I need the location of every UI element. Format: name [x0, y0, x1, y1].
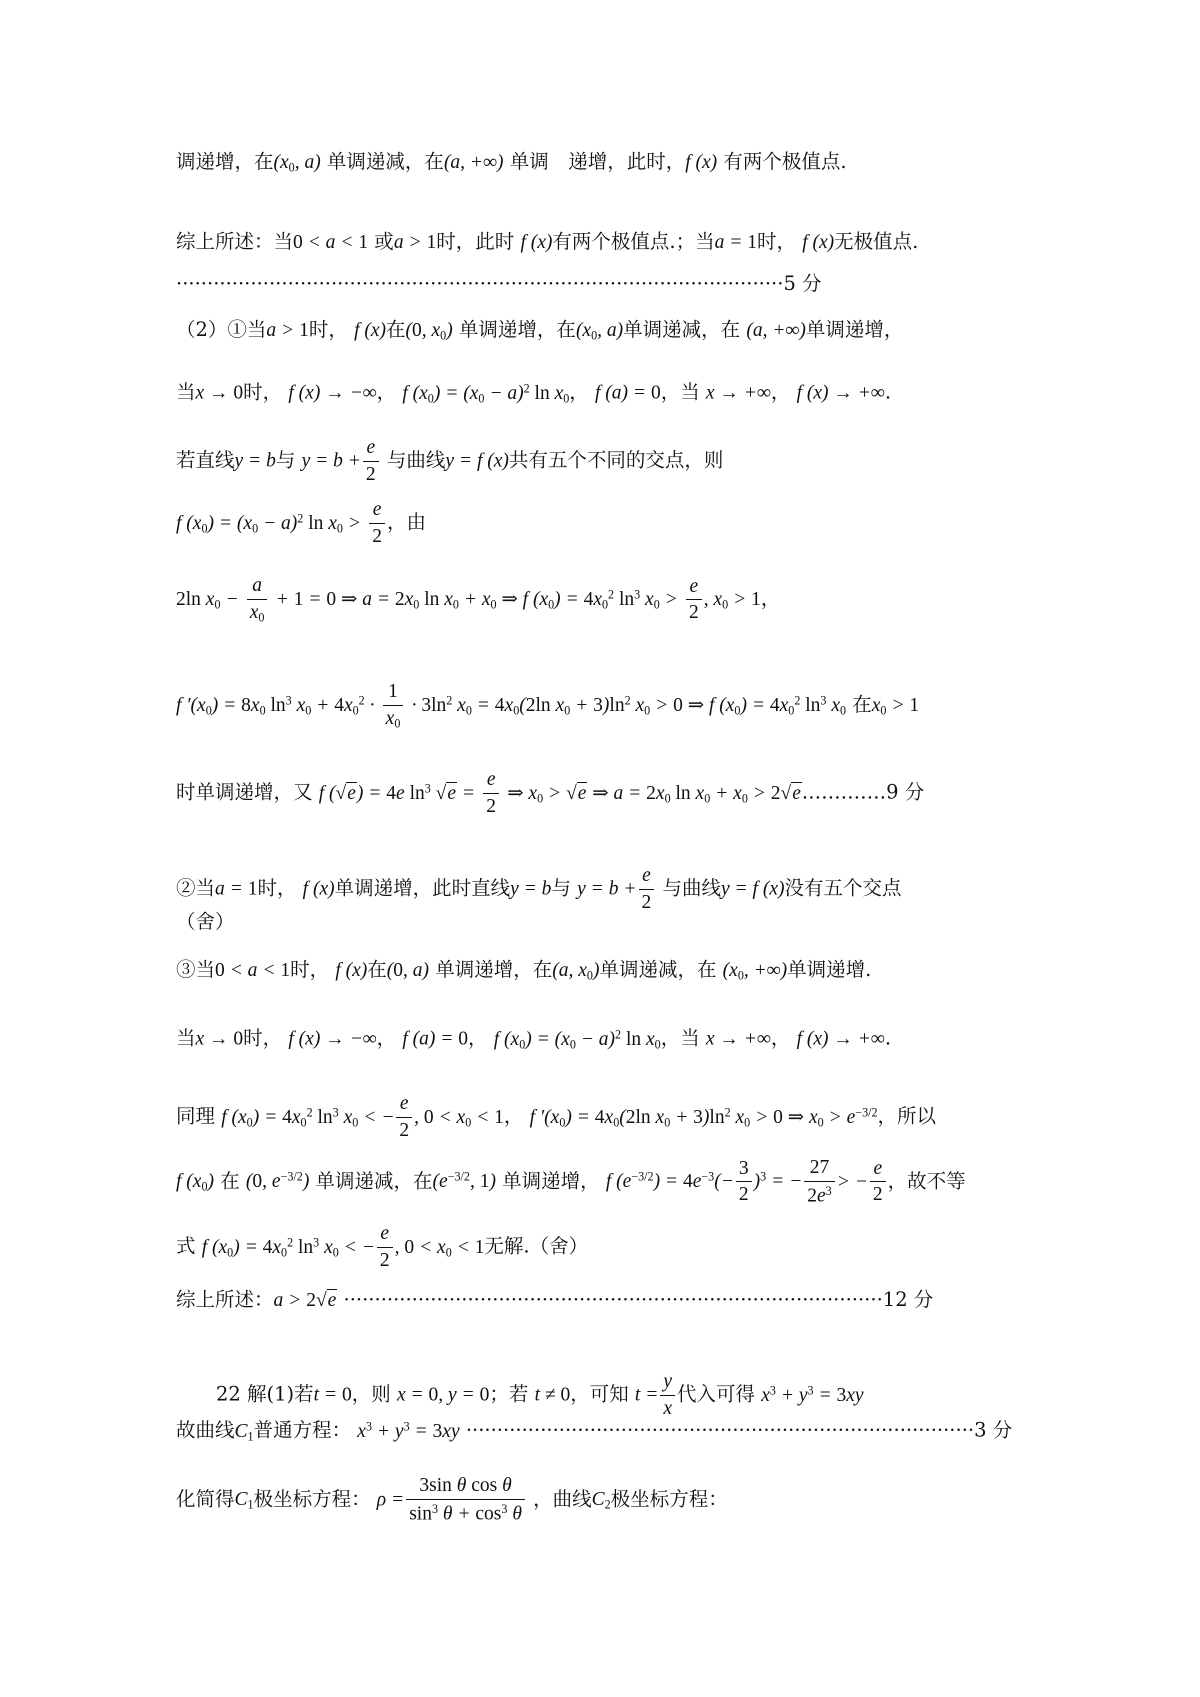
text-line-14: ③当0 < a < 1时， f (x)在(0, a) 单调递增，在(a, $x_0$)单调递减，在 ($x_0$, +∞)单调递增. [176, 958, 872, 983]
formula-line-8: 2ln $x_0$ − $\frac{a}{x_0}$ + 1 = 0 ⇒ $a = 2x_0$ $\ln x_0 + x_0$ ⇒ f $(x_0) = 4x_0^2$ $\ln^3 x_0$ > $\frac{e}{2}$ , $x_0 > 1$， [176, 575, 781, 625]
formula-line-9: f $'(x_0) = 8x_0$ $\ln^3 x_0 + 4x_0^2$ · $\frac{1}{x_0}$ · $3\ln^2$ $x_0 = 4x_0(2\ln$ $x_0 + 3)\ln^2$ $x_0 > 0$ ⇒ f $(x_0) = 4x_0^2$ $\ln^3 x_0$ 在$x_0 > 1$ [176, 681, 920, 731]
score-line-5: ··································································································5 分 [176, 272, 822, 295]
text-line-20: 22 解(1)若t = 0，则 x = 0, y = 0；若 t ≠ 0，可知 t = $\frac{y}{x}$ 代入可得 $x^3 + y^3 = 3xy$ [216, 1371, 864, 1419]
text-line-4: （2）①当a > 1时， f (x)在(0, $x_0$) 单调递增，在($x_0$, a)单调递减，在 (a, +∞)单调递增， [176, 318, 904, 343]
text-line-11: 时单调递增，又 f (√e) = 4e $\ln^3 √e$ = $\frac{e}{2}$ ⇒ $x_0 > √e$ ⇒ $a = 2x_0$ $\ln x_0 + x_0$ > 2√e.…………9 分 [176, 769, 925, 817]
text-line-18: 式 f $(x_0) = 4x_0^2$ $\ln^3 x_0$ < − $\frac{e}{2}$ , $0 < x_0 < 1$无解.（舍） [176, 1223, 589, 1271]
text-line-7: f $(x_0) = (x_0 - a)^2$ $\ln x_0$ > $\frac{e}{2}$ ，由 [176, 499, 426, 547]
text-line-2: 综上所述：当0 < a < 1 或a > 1时，此时 f (x)有两个极值点.；当a = 1时， f (x)无极值点. [176, 230, 919, 253]
text-line-12: ②当a = 1时， f (x)单调递增，此时直线y = b与 y = b + $\frac{e}{2}$ 与曲线y = f (x)没有五个交点 [176, 865, 902, 913]
text-line-5: 当x → 0时， f (x) → −∞， f $(x_0) = (x_0 - a)^2$ $\ln x_0$， f (a) = 0，当 x → +∞， f (x) → +∞. [176, 380, 892, 406]
text-line-15: 当x → 0时， f (x) → −∞， f (a) = 0， f $(x_0) = (x_0 - a)^2$ $\ln x_0$，当 x → +∞， f (x) → +∞. [176, 1026, 892, 1052]
text-line-17: f $(x_0)$ 在 (0, $e^{-3/2}$) 单调递减，在($e^{-3/2}$, 1) 单调递增， f $(e^{-3/2}) = 4e^{-3}(-$ $\frac{3}{2}$ )$^3$ = − $\frac{27}{2e^3}$ > − $\frac{e}{2}$ ，故不等 [176, 1157, 966, 1207]
text-line-6: 若直线y = b与 y = b + $\frac{e}{2}$ 与曲线y = f (x)共有五个不同的交点，则 [176, 437, 724, 485]
text-line-22: 化简得$C_1$极坐标方程： ρ = $\frac{\text{3sin θ cos θ}}{\sin^3 \theta + \cos^3 \theta}$ ，曲线$C_2$极坐标方程： [176, 1475, 728, 1525]
text-line-21: 故曲线$C_1$普通方程： $x^3 + y^3 = 3xy \cdot\cdot\cdot\cdot\cdot\cdot\cdot\cdot\cdot\cdot\cdot\cdot\cdot\cdot\cdot\cdot\cdot\cdot\cdot\cdot\cdot\cdot\cdot\cdot\cdot\cdot\cdot\cdot\cdot\cdot\cdot\cdot\cdot\cdot\cdot\cdot\cdot\cdot\cdot\cdot\cdot\cdot\cdot\cdot\cdot\cdot\cdot\cdot\cdot\cdot\cdot\cdot\cdot\cdot\cdot\cdot\cdot\cdot\cdot\cdot\cdot\cdot\cdot\cdot\cdot\cdot\cdot\cdot\cdot\cdot\cdot\cdot\cdot\cdot\cdot\cdot\cdot\cdot\cdot\cdot\cdot\cdot 3$ 分 [176, 1418, 1013, 1444]
text-line-19: 综上所述：a > 2√e ·······················································································12 分 [176, 1288, 934, 1311]
text-line-13: （舍） [176, 910, 235, 933]
text-line-1: 调递增，在($x_0$, a) 单调递减，在(a, +∞) 单调 递增，此时，f (x) 有两个极值点. [176, 150, 847, 175]
text-line-16: 同理 f $(x_0) = 4x_0^2$ $\ln^3 x_0$ < − $\frac{e}{2}$ , $0 < x_0 < 1$， f $'(x_0) = 4x_0(2\ln$ $x_0 + 3)\ln^2$ $x_0 > 0$ ⇒ $x_0 > e^{-3/2}$，所以 [176, 1093, 937, 1141]
